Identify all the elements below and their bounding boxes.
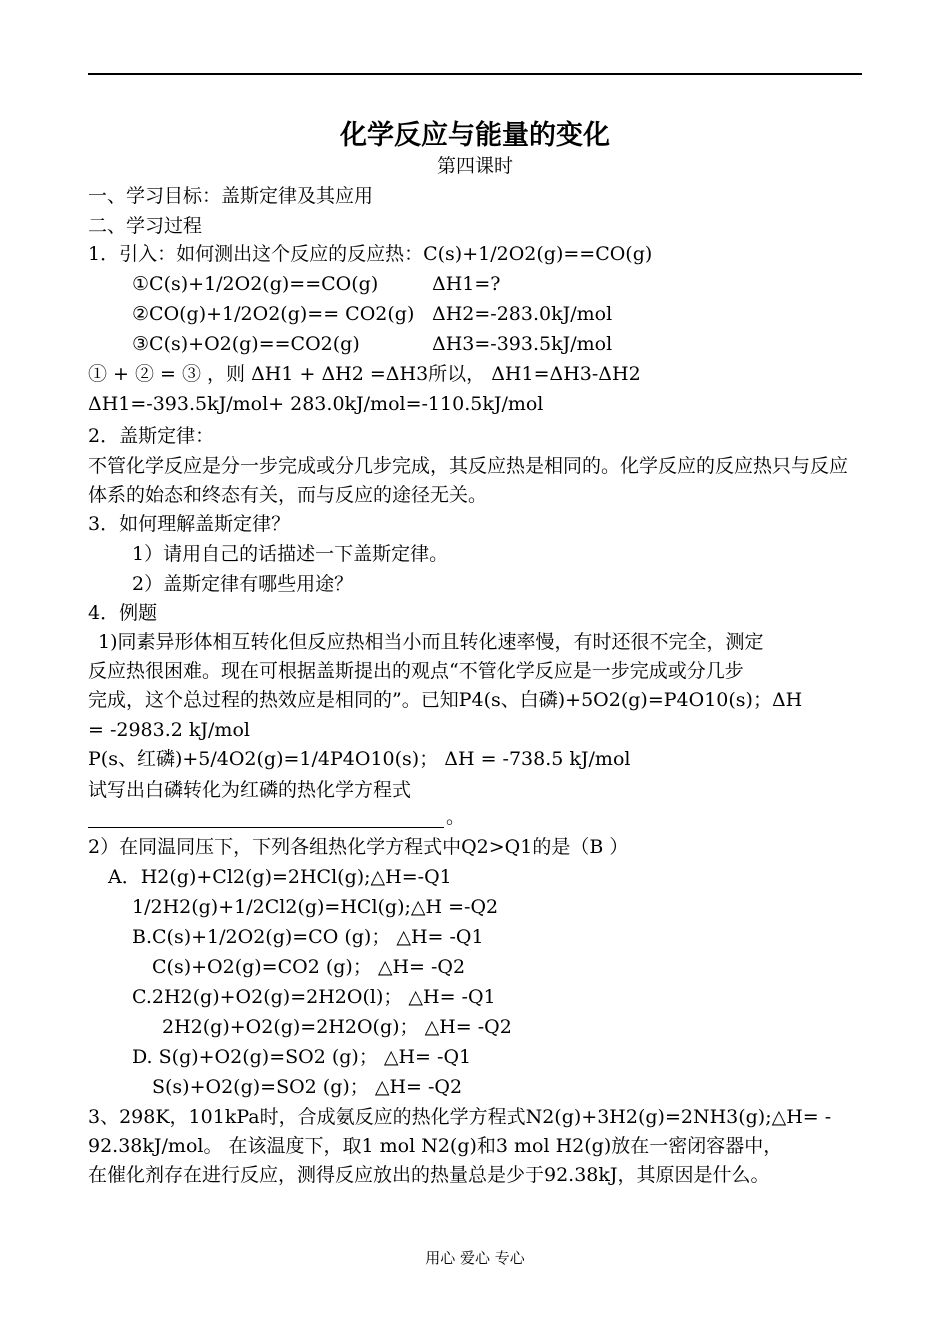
option-d-line2: S(s)+O2(g)=SO2 (g)； △H= -Q2	[152, 1076, 463, 1098]
question-2: 2）盖斯定律有哪些用途？	[132, 573, 354, 595]
learning-goal: 一、学习目标：盖斯定律及其应用	[88, 185, 374, 207]
answer-blank[interactable]	[88, 803, 444, 828]
example1-line5: P(s、红磷)+5/4O2(g)=1/4P4O10(s)； ΔH = -738.5 kJ/mol	[88, 748, 631, 770]
example1-line6: 试写出白磷转化为红磷的热化学方程式	[88, 779, 412, 801]
answer-blank-period: 。	[446, 806, 466, 828]
example1-line1: 1)同素异形体相互转化但反应热相当小而且转化速率慢，有时还很不完全，测定	[98, 631, 764, 653]
option-c-line2: 2H2(g)+O2(g)=2H2O(g)； △H= -Q2	[162, 1016, 512, 1038]
example1-line4: = -2983.2 kJ/mol	[88, 719, 250, 741]
option-a-line1: A．H2(g)+Cl2(g)=2HCl(g);△H=-Q1	[108, 866, 452, 888]
hess-calculation: ΔH1=-393.5kJ/mol+ 283.0kJ/mol=-110.5kJ/mol	[88, 393, 544, 415]
option-d-line1: D. S(g)+O2(g)=SO2 (g)； △H= -Q1	[132, 1046, 472, 1068]
section1-intro: 1．引入：如何测出这个反应的反应热：C(s)+1/2O2(g)==CO(g)	[88, 243, 653, 265]
section4-heading: 4．例题	[88, 602, 158, 624]
hess-law-text: 不管化学反应是分一步完成或分几步完成，其反应热是相同的。化学反应的反应热只与反应体系的始态和终态有关，而与反应的途径无关。	[88, 455, 849, 506]
example2-question: 2）在同温同压下，下列各组热化学方程式中Q2>Q1的是（B ）	[88, 836, 629, 858]
question3-line1: 3、298K，101kPa时，合成氨反应的热化学方程式N2(g)+3H2(g)=2NH3(g);△H= -	[88, 1106, 832, 1128]
section3-heading: 3．如何理解盖斯定律？	[88, 513, 291, 535]
question-1: 1）请用自己的话描述一下盖斯定律。	[132, 543, 449, 565]
equation-2: ②CO(g)+1/2O2(g)== CO2(g)	[132, 303, 415, 325]
option-c-line1: C.2H2(g)+O2(g)=2H2O(l)； △H= -Q1	[132, 986, 496, 1008]
enthalpy-1: ΔH1=?	[432, 273, 501, 295]
question3-line2: 92.38kJ/mol。 在该温度下，取1 mol N2(g)和3 mol H2(g)放在一密闭容器中，	[88, 1135, 783, 1157]
equation-1-text: ①C(s)+1/2O2(g)==CO(g)	[132, 273, 379, 295]
page-subtitle: 第四课时	[436, 155, 513, 177]
hess-relation: ① + ② = ③ ，则 ΔH1 + ΔH2 =ΔH3所以， ΔH1=ΔH3-ΔH2	[88, 363, 641, 385]
equation-3: ③C(s)+O2(g)==CO2(g)	[132, 333, 360, 355]
learning-process-heading: 二、学习过程	[88, 215, 203, 237]
section2-heading: 2．盖斯定律：	[88, 425, 215, 447]
example1-line2: 反应热很困难。现在可根据盖斯提出的观点“不管化学反应是一步完成或分几步	[88, 660, 744, 682]
page-title: 化学反应与能量的变化	[340, 120, 610, 151]
option-b-line1: B.C(s)+1/2O2(g)=CO (g)； △H= -Q1	[132, 926, 484, 948]
option-a-line2: 1/2H2(g)+1/2Cl2(g)=HCl(g);△H =-Q2	[132, 896, 499, 918]
enthalpy-3: ΔH3=-393.5kJ/mol	[432, 333, 613, 355]
header-rule	[88, 73, 862, 75]
enthalpy-2: ΔH2=-283.0kJ/mol	[432, 303, 613, 325]
page-footer: 用心 爱心 专心	[425, 1249, 525, 1267]
question3-line3: 在催化剂存在进行反应，测得反应放出的热量总是少于92.38kJ，其原因是什么。	[88, 1164, 770, 1186]
option-b-line2: C(s)+O2(g)=CO2 (g)； △H= -Q2	[152, 956, 466, 978]
example1-line3: 完成，这个总过程的热效应是相同的”。已知P4(s、白磷)+5O2(g)=P4O10(s)；ΔH	[88, 689, 803, 711]
